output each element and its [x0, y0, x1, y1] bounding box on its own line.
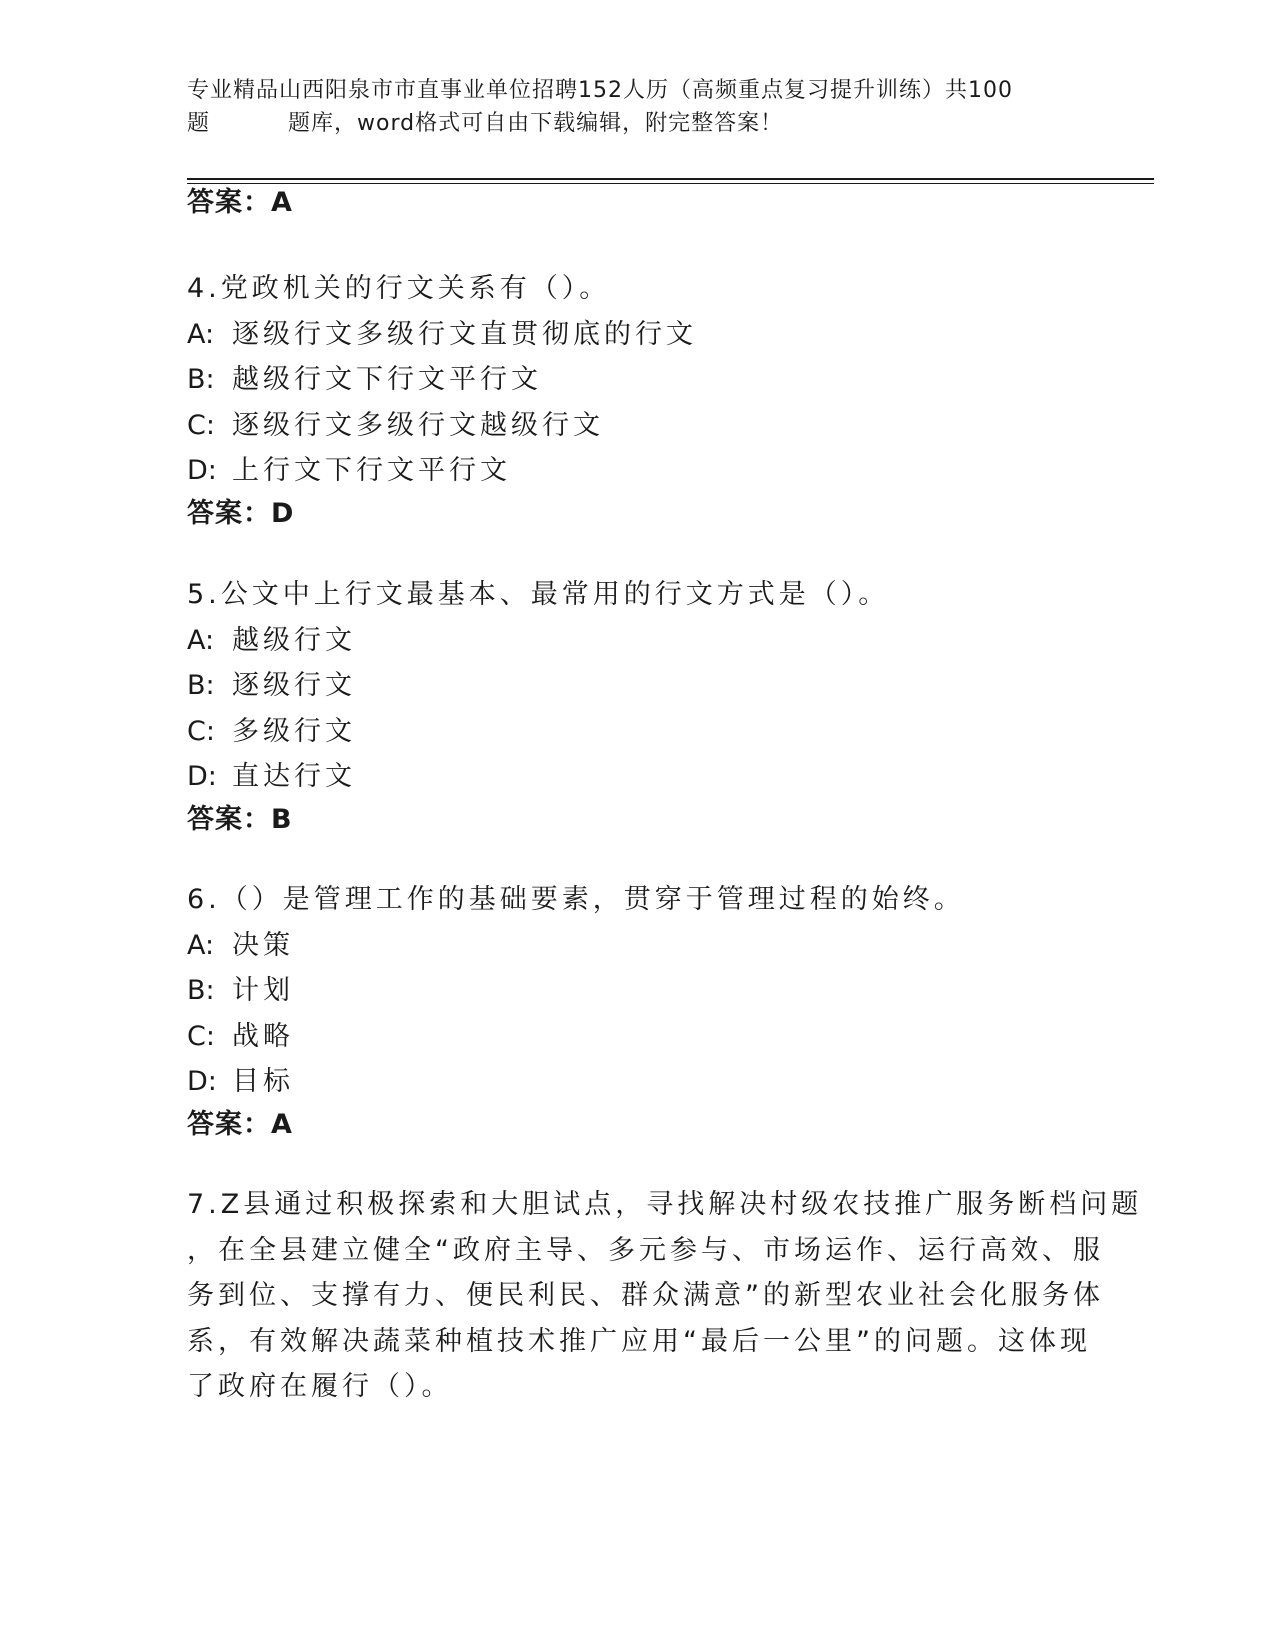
question-7-line: 务到位、支撑有力、便民利民、群众满意”的新型农业社会化服务体	[187, 1280, 1104, 1311]
option-text: 逐级行文多级行文越级行文	[232, 409, 604, 441]
header-line-1: 专业精品山西阳泉市市直事业单位招聘152人历（高频重点复习提升训练）共100	[187, 78, 1013, 103]
option-text: 决策	[232, 929, 294, 961]
header-line-2	[187, 107, 1087, 140]
option-label: C:	[187, 715, 215, 747]
header-line-2-start: 题	[187, 111, 211, 136]
question-text: 4.党政机关的行文关系有（）。	[187, 273, 611, 304]
option-c	[187, 1014, 1087, 1060]
answer: 答案：B	[187, 803, 293, 835]
option-label: D:	[187, 1066, 217, 1097]
option-label: C:	[187, 409, 215, 441]
question-text: 5.公文中上行文最基本、最常用的行文方式是（）。	[187, 579, 890, 610]
answer: 答案：D	[187, 497, 295, 529]
option-text: 越级行文下行文平行文	[232, 364, 542, 395]
option-text: 战略	[232, 1020, 294, 1052]
option-text: 计划	[232, 975, 294, 1006]
answer-prev: 答案：A	[187, 187, 293, 218]
question-4	[187, 266, 1087, 540]
option-c	[187, 709, 1087, 755]
option-label: A:	[187, 929, 215, 961]
option-label: B:	[187, 364, 215, 395]
question-6	[187, 877, 1087, 1151]
option-label: B:	[187, 670, 215, 701]
option-text: 逐级行文	[232, 670, 356, 701]
option-text: 目标	[232, 1066, 294, 1097]
question-7-line: 7.Z县通过积极探索和大胆试点，寻找解决村级农技推广服务断档问题	[187, 1189, 1143, 1220]
answer: 答案：A	[187, 1108, 293, 1140]
header-line-2-rest: 题库，word格式可自由下载编辑，附完整答案！	[288, 111, 784, 136]
option-d	[187, 448, 1087, 494]
option-a	[187, 618, 1087, 664]
document-header	[187, 74, 1087, 140]
header-divider-thick	[187, 178, 1154, 180]
option-text: 越级行文	[232, 624, 356, 656]
option-label: B:	[187, 975, 215, 1006]
question-text: 6.（）是管理工作的基础要素，贯穿于管理过程的始终。	[187, 884, 965, 915]
option-text: 上行文下行文平行文	[232, 455, 511, 486]
option-text: 直达行文	[232, 761, 356, 792]
option-b	[187, 357, 1087, 403]
option-label: A:	[187, 624, 215, 656]
option-label: D:	[187, 761, 217, 792]
option-d	[187, 754, 1087, 800]
question-5	[187, 572, 1087, 846]
option-c	[187, 403, 1087, 449]
option-d	[187, 1059, 1087, 1105]
question-7-line: ，在全县建立健全“政府主导、多元参与、市场运作、运行高效、服	[187, 1234, 1104, 1266]
question-7-line: 了政府在履行（）。	[187, 1371, 453, 1402]
question-7	[187, 1182, 1143, 1410]
option-b	[187, 968, 1087, 1014]
option-text: 逐级行文多级行文直贯彻底的行文	[232, 318, 697, 350]
option-a	[187, 923, 1087, 969]
option-text: 多级行文	[232, 715, 356, 747]
option-b	[187, 663, 1087, 709]
option-label: D:	[187, 455, 217, 486]
option-label: C:	[187, 1020, 215, 1052]
question-7-line: 系，有效解决蔬菜种植技术推广应用“最后一公里”的问题。这体现	[187, 1325, 1091, 1357]
option-label: A:	[187, 318, 215, 350]
option-a	[187, 312, 1087, 358]
